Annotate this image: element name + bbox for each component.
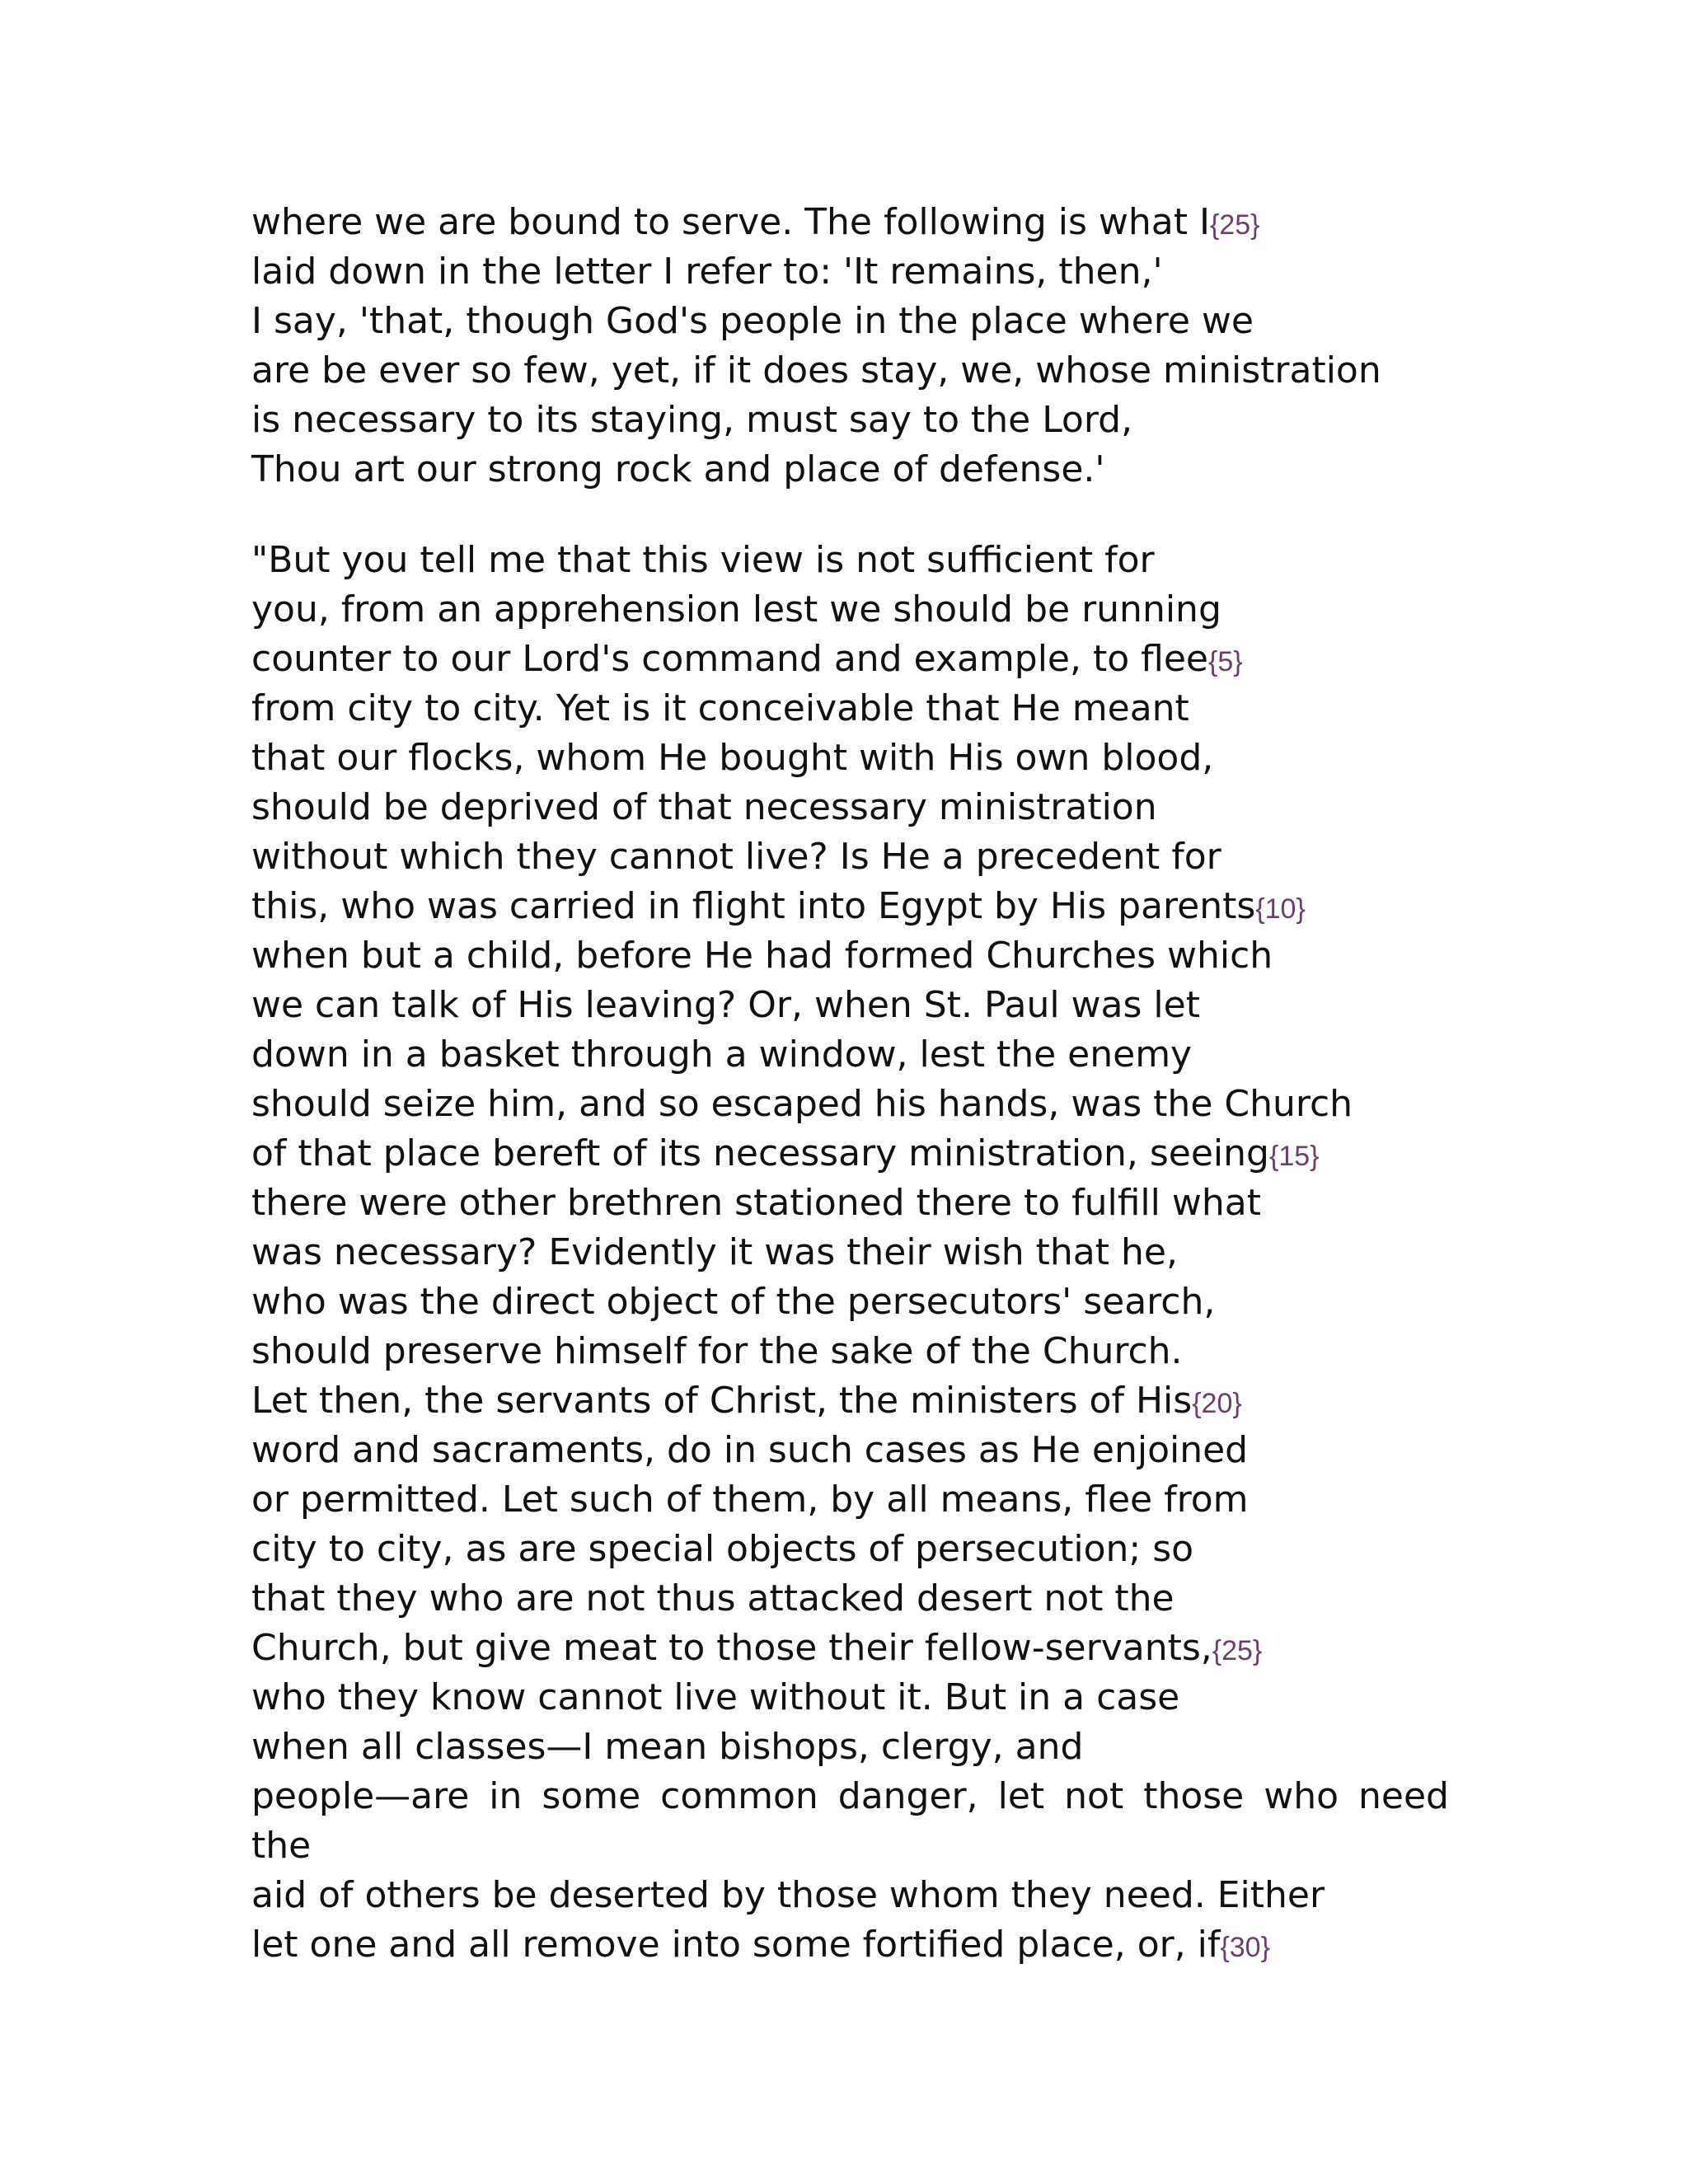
text-line: without which they cannot live? Is He a precedent for	[251, 836, 1221, 878]
paragraph-2	[251, 536, 1449, 1970]
paragraph-1	[251, 198, 1438, 494]
text-line: laid down in the letter I refer to: 'It remains, then,'	[251, 251, 1163, 293]
text-line: word and sacraments, do in such cases as He enjoined	[251, 1429, 1249, 1471]
text-line: "But you tell me that this view is not sufficient for	[251, 539, 1155, 581]
text-line: who was the direct object of the persecutors' search,	[251, 1281, 1216, 1323]
document-page	[251, 198, 1449, 1970]
text-line: this, who was carried in flight into Egypt by His parents{10}	[251, 885, 1306, 927]
line-number-marker: {25}	[1212, 1635, 1263, 1666]
line-number-marker: {25}	[1209, 209, 1260, 241]
text-line: of that place bereft of its necessary ministration, seeing{15}	[251, 1132, 1320, 1174]
line-number-marker: {5}	[1207, 646, 1243, 677]
text-line: we can talk of His leaving? Or, when St. Paul was let	[251, 984, 1200, 1026]
text-line: should be deprived of that necessary ministration	[251, 786, 1157, 828]
text-line: should preserve himself for the sake of the Church.	[251, 1330, 1183, 1372]
text-line: should seize him, and so escaped his hands, was the Church	[251, 1083, 1353, 1125]
text-line: was necessary? Evidently it was their wish that he,	[251, 1231, 1178, 1273]
text-line: you, from an apprehension lest we should be running	[251, 588, 1221, 630]
text-line: there were other brethren stationed there to fulfill what	[251, 1182, 1261, 1224]
text-line: who they know cannot live without it. But in a case	[251, 1676, 1180, 1718]
text-line: aid of others be deserted by those whom they need. Either	[251, 1874, 1325, 1916]
text-line: the	[251, 1825, 312, 1867]
text-line: Thou art our strong rock and place of defense.'	[251, 448, 1105, 490]
text-line: Church, but give meat to those their fellow-servants,{25}	[251, 1627, 1263, 1669]
text-line: down in a basket through a window, lest the enemy	[251, 1033, 1193, 1076]
text-line: I say, 'that, though God's people in the place where we	[251, 300, 1254, 342]
line-number-marker: {30}	[1220, 1932, 1270, 1963]
text-line: from city to city. Yet is it conceivable that He meant	[251, 687, 1189, 729]
text-line: is necessary to its staying, must say to the Lord,	[251, 399, 1133, 441]
text-line: Let then, the servants of Christ, the ministers of His{20}	[251, 1380, 1242, 1422]
text-line: when all classes—I mean bishops, clergy, and	[251, 1726, 1084, 1768]
line-number-marker: {20}	[1192, 1388, 1242, 1419]
text-line: people—are in some common danger, let not those who need	[251, 1775, 1449, 1817]
text-line: let one and all remove into some fortified place, or, if{30}	[251, 1924, 1270, 1966]
text-line: where we are bound to serve. The following is what I{25}	[251, 201, 1260, 243]
text-line: counter to our Lord's command and example, to flee{5}	[251, 638, 1243, 680]
text-line: are be ever so few, yet, if it does stay, we, whose ministration	[251, 349, 1381, 391]
text-line: that our flocks, whom He bought with His own blood,	[251, 737, 1214, 779]
text-line: city to city, as are special objects of persecution; so	[251, 1528, 1194, 1570]
line-number-marker: {10}	[1255, 893, 1306, 925]
text-line: or permitted. Let such of them, by all means, flee from	[251, 1479, 1249, 1521]
text-line: when but a child, before He had formed Churches which	[251, 935, 1273, 977]
line-number-marker: {15}	[1268, 1141, 1320, 1172]
text-line: that they who are not thus attacked desert not the	[251, 1577, 1175, 1619]
